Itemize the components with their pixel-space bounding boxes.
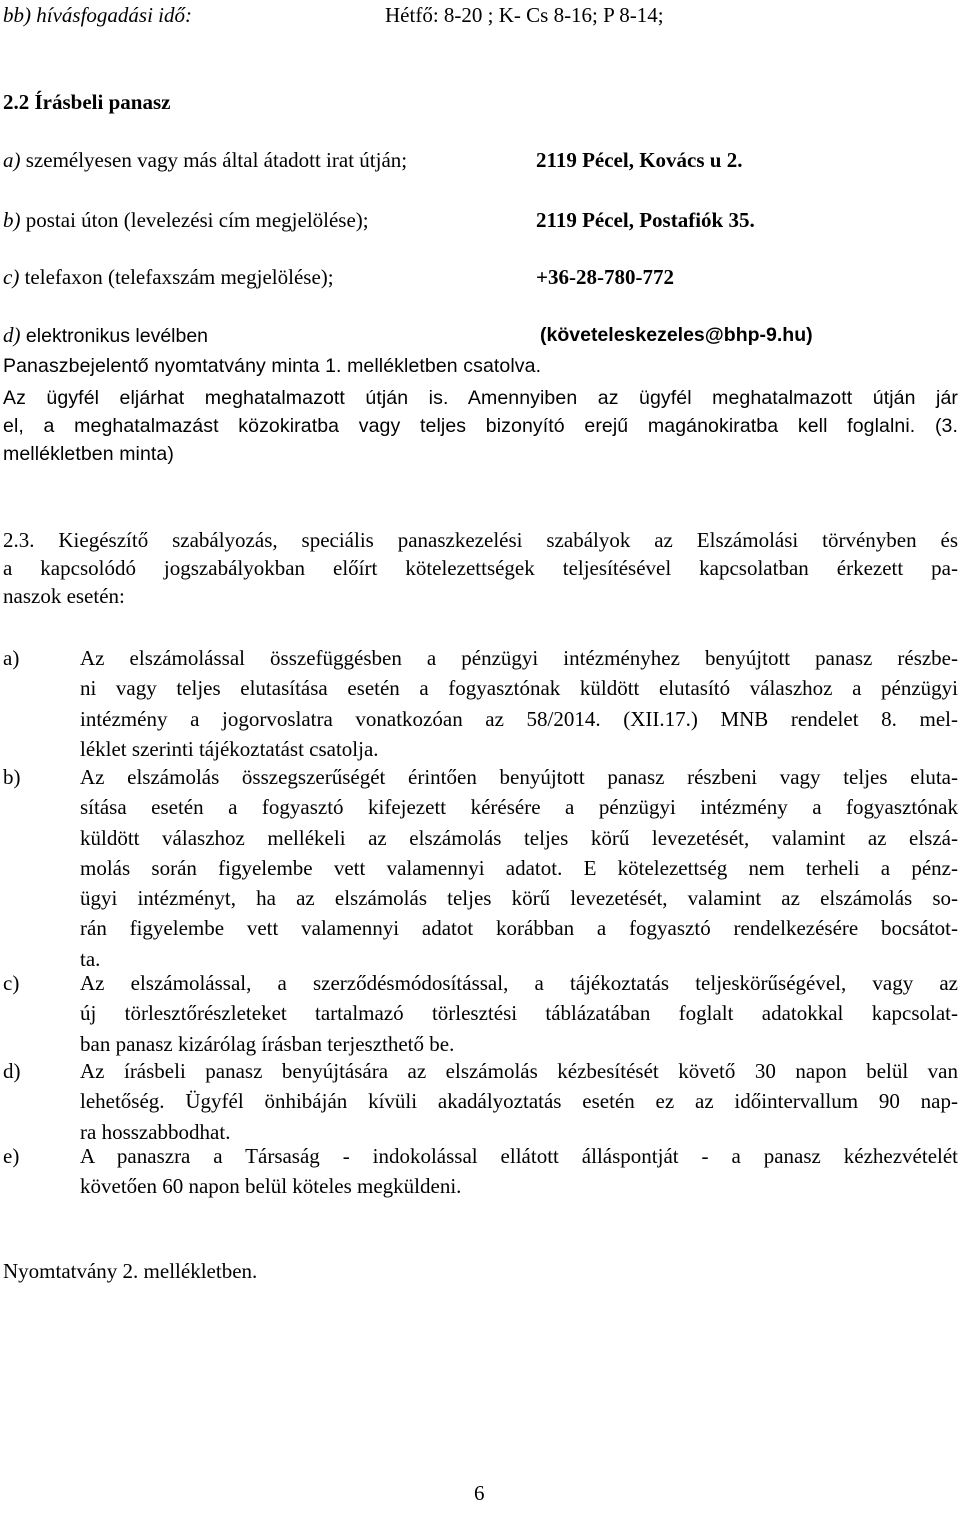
form-attachment-note: Nyomtatvány 2. mellékletben. [3,1259,258,1283]
list-item-marker: b) [3,765,21,789]
list-item-line: intézmény a jogorvoslatra vonatkozóan az 58/2014. (XII.17.) MNB rendelet 8. mel- [80,706,958,731]
list-item-body [80,1056,958,1147]
intro-line: naszok esetén: [3,584,125,608]
list-item-line: ta. [80,946,101,971]
row-b-text: postai úton (levelezési cím megjelölése); [20,208,369,232]
attachment-note: Panaszbejelentő nyomtatvány minta 1. mellékletben csatolva. [3,355,542,377]
list-item-line: molás során figyelembe vett valamennyi adatot. E kötelezettség nem terheli a pénz- [80,855,958,880]
list-item-body [80,643,958,764]
callcenter-hours-value: Hétfő: 8-20 ; K- Cs 8-16; P 8-14; [385,3,664,27]
list-item-marker: a) [3,646,20,670]
list-item-line: rán figyelembe vett valamennyi adatot korábban a fogyasztó rendelkezésére bocsátot- [80,916,958,941]
list-item-body [80,968,958,1059]
proxy-line: el, a meghatalmazást közokiratba vagy teljes bizonyító erejű magánokiratba kell foglalni. (3. [3,415,958,437]
written-complaint-row-d-label [3,323,208,348]
list-item-line: követően 60 napon belül köteles megküldeni. [80,1174,462,1199]
page-number: 6 [474,1481,485,1505]
row-a-text: személyesen vagy más által átadott irat útján; [20,148,408,172]
written-complaint-row-c-value: +36-28-780-772 [536,265,674,289]
proxy-line: Az ügyfél eljárhat meghatalmazott útján is. Amennyiben az ügyfél meghatalmazott útján jár [3,387,958,409]
written-complaint-row-b-label [3,208,369,233]
list-item-line: lehetőség. Ügyfél önhibáján kívüli akadályoztatás esetén ez az időintervallum 90 nap- [80,1089,958,1114]
list-item-line: Az elszámolással, a szerződésmódosítással, a tájékoztatás teljeskörűségével, vagy az [80,971,958,995]
row-c-text: telefaxon (telefaxszám megjelölése); [19,265,334,289]
list-item-marker: d) [3,1059,21,1083]
list-item-line: A panaszra a Társaság - indokolással ellátott álláspontját - a panasz kézhezvételét [80,1144,958,1168]
list-item-line: Az írásbeli panasz benyújtására az elszámolás kézbesítését követő 30 napon belül van [80,1059,958,1083]
row-c-marker: c) [3,265,20,289]
list-item-marker: c) [3,971,20,995]
list-item-line: új törlesztőrészleteket tartalmazó törlesztési táblázatában foglalt adatokkal kapcsolat- [80,1001,958,1026]
list-item-line: ni vagy teljes elutasítása esetén a fogyasztónak küldött elutasító válaszhoz a pénzügyi [80,676,958,701]
list-item-body [80,1141,958,1202]
written-complaint-row-a-value: 2119 Pécel, Kovács u 2. [536,148,743,172]
row-a-marker: a) [3,148,21,172]
list-item-line: Az elszámolással összefüggésben a pénzügyi intézményhez benyújtott panasz részbe- [80,646,958,670]
list-item-line: sítása esetén a fogyasztó kifejezett kérésére a pénzügyi intézmény a fogyasztónak [80,795,958,820]
list-item-line: ban panasz kizárólag írásban terjeszthető be. [80,1031,455,1056]
intro-line: a kapcsolódó jogszabályokban előírt kötelezettségek teljesítésével kapcsolatban érkezett pa- [3,556,958,580]
written-complaint-row-b-value: 2119 Pécel, Postafiók 35. [536,208,755,232]
row-d-marker: d) [3,323,21,347]
list-item-line: küldött válaszhoz mellékeli az elszámolás teljes körű levezetését, valamint az elszá- [80,825,958,850]
intro-line: 2.3. Kiegészítő szabályozás, speciális panaszkezelési szabályok az Elszámolási törvényben és [3,528,958,552]
list-item-line: ra hosszabbodhat. [80,1119,231,1144]
written-complaint-row-c-label [3,265,334,290]
written-complaint-row-a-label [3,148,407,173]
proxy-paragraph [3,384,958,468]
list-item-line: léklet szerinti tájékoztatást csatolja. [80,736,379,761]
list-item-line: Az elszámolás összegszerűségét érintően benyújtott panasz részbeni vagy teljes eluta- [80,765,958,789]
section-2-2-title: 2.2 Írásbeli panasz [3,90,171,114]
list-item-marker: e) [3,1144,20,1168]
row-d-text: elektronikus levélben [20,325,209,347]
list-item-body [80,762,958,974]
row-b-marker: b) [3,208,21,232]
proxy-line: mellékletben minta) [3,443,174,465]
list-item-line: ügyi intézményt, ha az elszámolás teljes körű levezetését, valamint az elszámolás so- [80,886,958,911]
attachment-note-block [3,352,958,380]
section-2-3-intro [3,526,958,610]
written-complaint-row-d-value: (követeleskezeles@bhp-9.hu) [540,324,813,346]
callcenter-hours-label: bb) hívásfogadási idő: [3,3,192,27]
